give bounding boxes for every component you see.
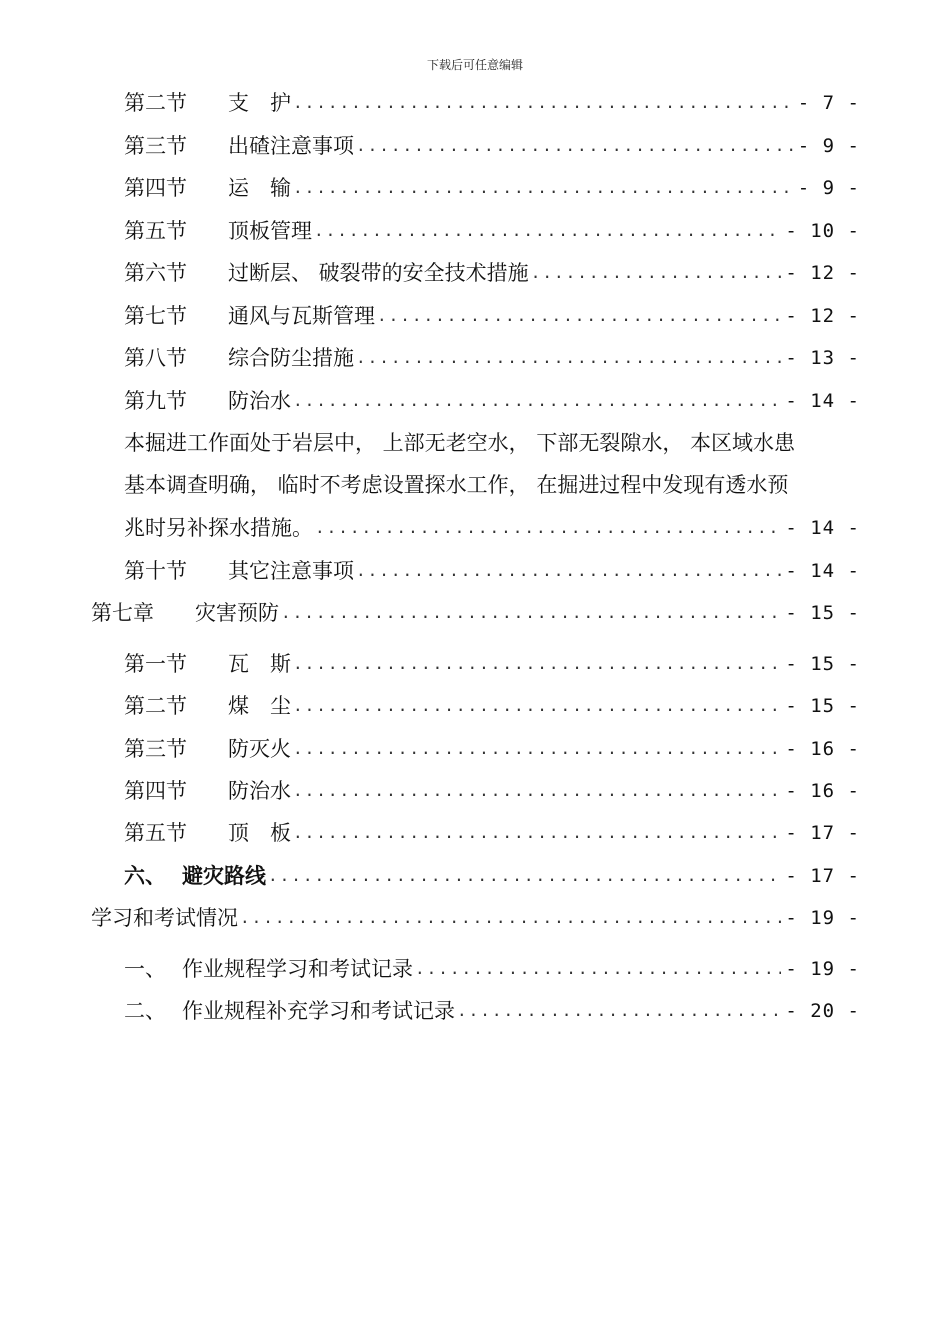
toc-page: - 14 -	[785, 517, 860, 539]
toc-entry[interactable]	[124, 861, 860, 891]
toc-title: 过断层、 破裂带的安全技术措施	[228, 261, 529, 285]
toc-entry[interactable]	[124, 131, 860, 161]
toc-page: - 15 -	[785, 602, 860, 624]
toc-entry[interactable]	[124, 996, 860, 1026]
toc-page: - 15 -	[785, 695, 860, 717]
toc-title: 运 输	[228, 176, 291, 200]
toc-number: 第三节	[124, 737, 187, 761]
toc-page: - 12 -	[785, 305, 860, 327]
toc-leader	[457, 996, 781, 1026]
toc-number: 第七节	[124, 304, 187, 328]
toc-number: 第一节	[124, 652, 187, 676]
toc-leader	[356, 131, 794, 161]
toc-chapter-entry[interactable]	[91, 903, 860, 933]
toc-title: 瓦 斯	[228, 652, 291, 676]
toc-page: - 16 -	[785, 780, 860, 802]
toc-entry[interactable]	[124, 301, 860, 331]
toc-leader	[281, 598, 781, 628]
toc-number: 第九节	[124, 389, 187, 413]
toc-number: 第七章	[91, 601, 154, 625]
toc-leader	[293, 88, 794, 118]
toc-entry[interactable]	[124, 173, 860, 203]
toc-page: - 14 -	[785, 390, 860, 412]
toc-page: - 19 -	[785, 958, 860, 980]
toc-number: 第五节	[124, 219, 187, 243]
toc-page: - 12 -	[785, 262, 860, 284]
toc-entry[interactable]	[124, 513, 860, 543]
toc-title: 兆时另补探水措施。	[124, 516, 313, 540]
toc-page: - 17 -	[785, 865, 860, 887]
toc-entry[interactable]	[124, 386, 860, 416]
toc-leader	[293, 173, 794, 203]
toc-entry[interactable]	[124, 649, 860, 679]
toc-entry[interactable]	[124, 88, 860, 118]
toc-number: 第四节	[124, 176, 187, 200]
toc-number: 第八节	[124, 346, 187, 370]
paragraph-line: 本掘进工作面处于岩层中， 上部无老空水， 下部无裂隙水， 本区域水患	[124, 431, 796, 455]
toc-title: 其它注意事项	[228, 559, 354, 583]
toc-title: 作业规程学习和考试记录	[182, 957, 413, 981]
toc-page: - 9 -	[797, 177, 860, 199]
toc-leader	[356, 343, 781, 373]
toc-entry[interactable]	[124, 776, 860, 806]
toc-leader	[293, 734, 781, 764]
paragraph-line: 基本调查明确， 临时不考虑设置探水工作， 在掘进过程中发现有透水预	[124, 473, 789, 497]
toc-title: 综合防尘措施	[228, 346, 354, 370]
toc-title: 防治水	[228, 779, 291, 803]
toc-number: 第六节	[124, 261, 187, 285]
toc-number: 一、	[124, 957, 166, 981]
toc-entry[interactable]	[124, 258, 860, 288]
toc-number: 第五节	[124, 821, 187, 845]
toc-number: 二、	[124, 999, 166, 1023]
toc-title: 出碴注意事项	[228, 134, 354, 158]
toc-page: - 14 -	[785, 560, 860, 582]
toc-page: - 10 -	[785, 220, 860, 242]
toc-leader	[293, 386, 781, 416]
toc-leader	[293, 818, 781, 848]
toc-title: 防灭火	[228, 737, 291, 761]
note-paragraph	[124, 422, 864, 506]
toc-leader	[356, 556, 781, 586]
toc-page: - 7 -	[797, 92, 860, 114]
toc-title: 防治水	[228, 389, 291, 413]
page-header: 下载后可任意编辑	[426, 58, 523, 72]
toc-leader	[293, 649, 781, 679]
toc-title: 作业规程补充学习和考试记录	[182, 999, 455, 1023]
toc-entry[interactable]	[124, 734, 860, 764]
toc-number: 第四节	[124, 779, 187, 803]
toc-leader	[531, 258, 782, 288]
toc-entry[interactable]	[124, 818, 860, 848]
toc-leader	[314, 216, 781, 246]
toc-page: - 9 -	[797, 135, 860, 157]
toc-title: 顶 板	[228, 821, 291, 845]
toc-number: 第十节	[124, 559, 187, 583]
toc-page: - 16 -	[785, 738, 860, 760]
toc-page: - 20 -	[785, 1000, 860, 1022]
toc-chapter-entry[interactable]	[91, 598, 860, 628]
toc-page: - 15 -	[785, 653, 860, 675]
toc-title: 学习和考试情况	[91, 906, 238, 930]
toc-title: 避灾路线	[182, 864, 266, 888]
toc-leader	[293, 776, 781, 806]
toc-leader	[293, 691, 781, 721]
toc-leader	[240, 903, 781, 933]
toc-number: 第三节	[124, 134, 187, 158]
toc-title: 顶板管理	[228, 219, 312, 243]
toc-title: 支 护	[228, 91, 291, 115]
toc-title: 通风与瓦斯管理	[228, 304, 375, 328]
toc-entry[interactable]	[124, 954, 860, 984]
toc-leader	[377, 301, 781, 331]
toc-page: - 13 -	[785, 347, 860, 369]
toc-page: - 19 -	[785, 907, 860, 929]
toc-title: 灾害预防	[195, 601, 279, 625]
toc-title: 煤 尘	[228, 694, 291, 718]
toc-page: - 17 -	[785, 822, 860, 844]
toc-leader	[415, 954, 781, 984]
toc-entry[interactable]	[124, 691, 860, 721]
toc-entry[interactable]	[124, 216, 860, 246]
toc-entry[interactable]	[124, 343, 860, 373]
toc-leader	[268, 861, 781, 891]
toc-number: 六、	[124, 864, 166, 888]
toc-number: 第二节	[124, 91, 187, 115]
toc-entry[interactable]	[124, 556, 860, 586]
toc-leader	[315, 513, 781, 543]
toc-number: 第二节	[124, 694, 187, 718]
